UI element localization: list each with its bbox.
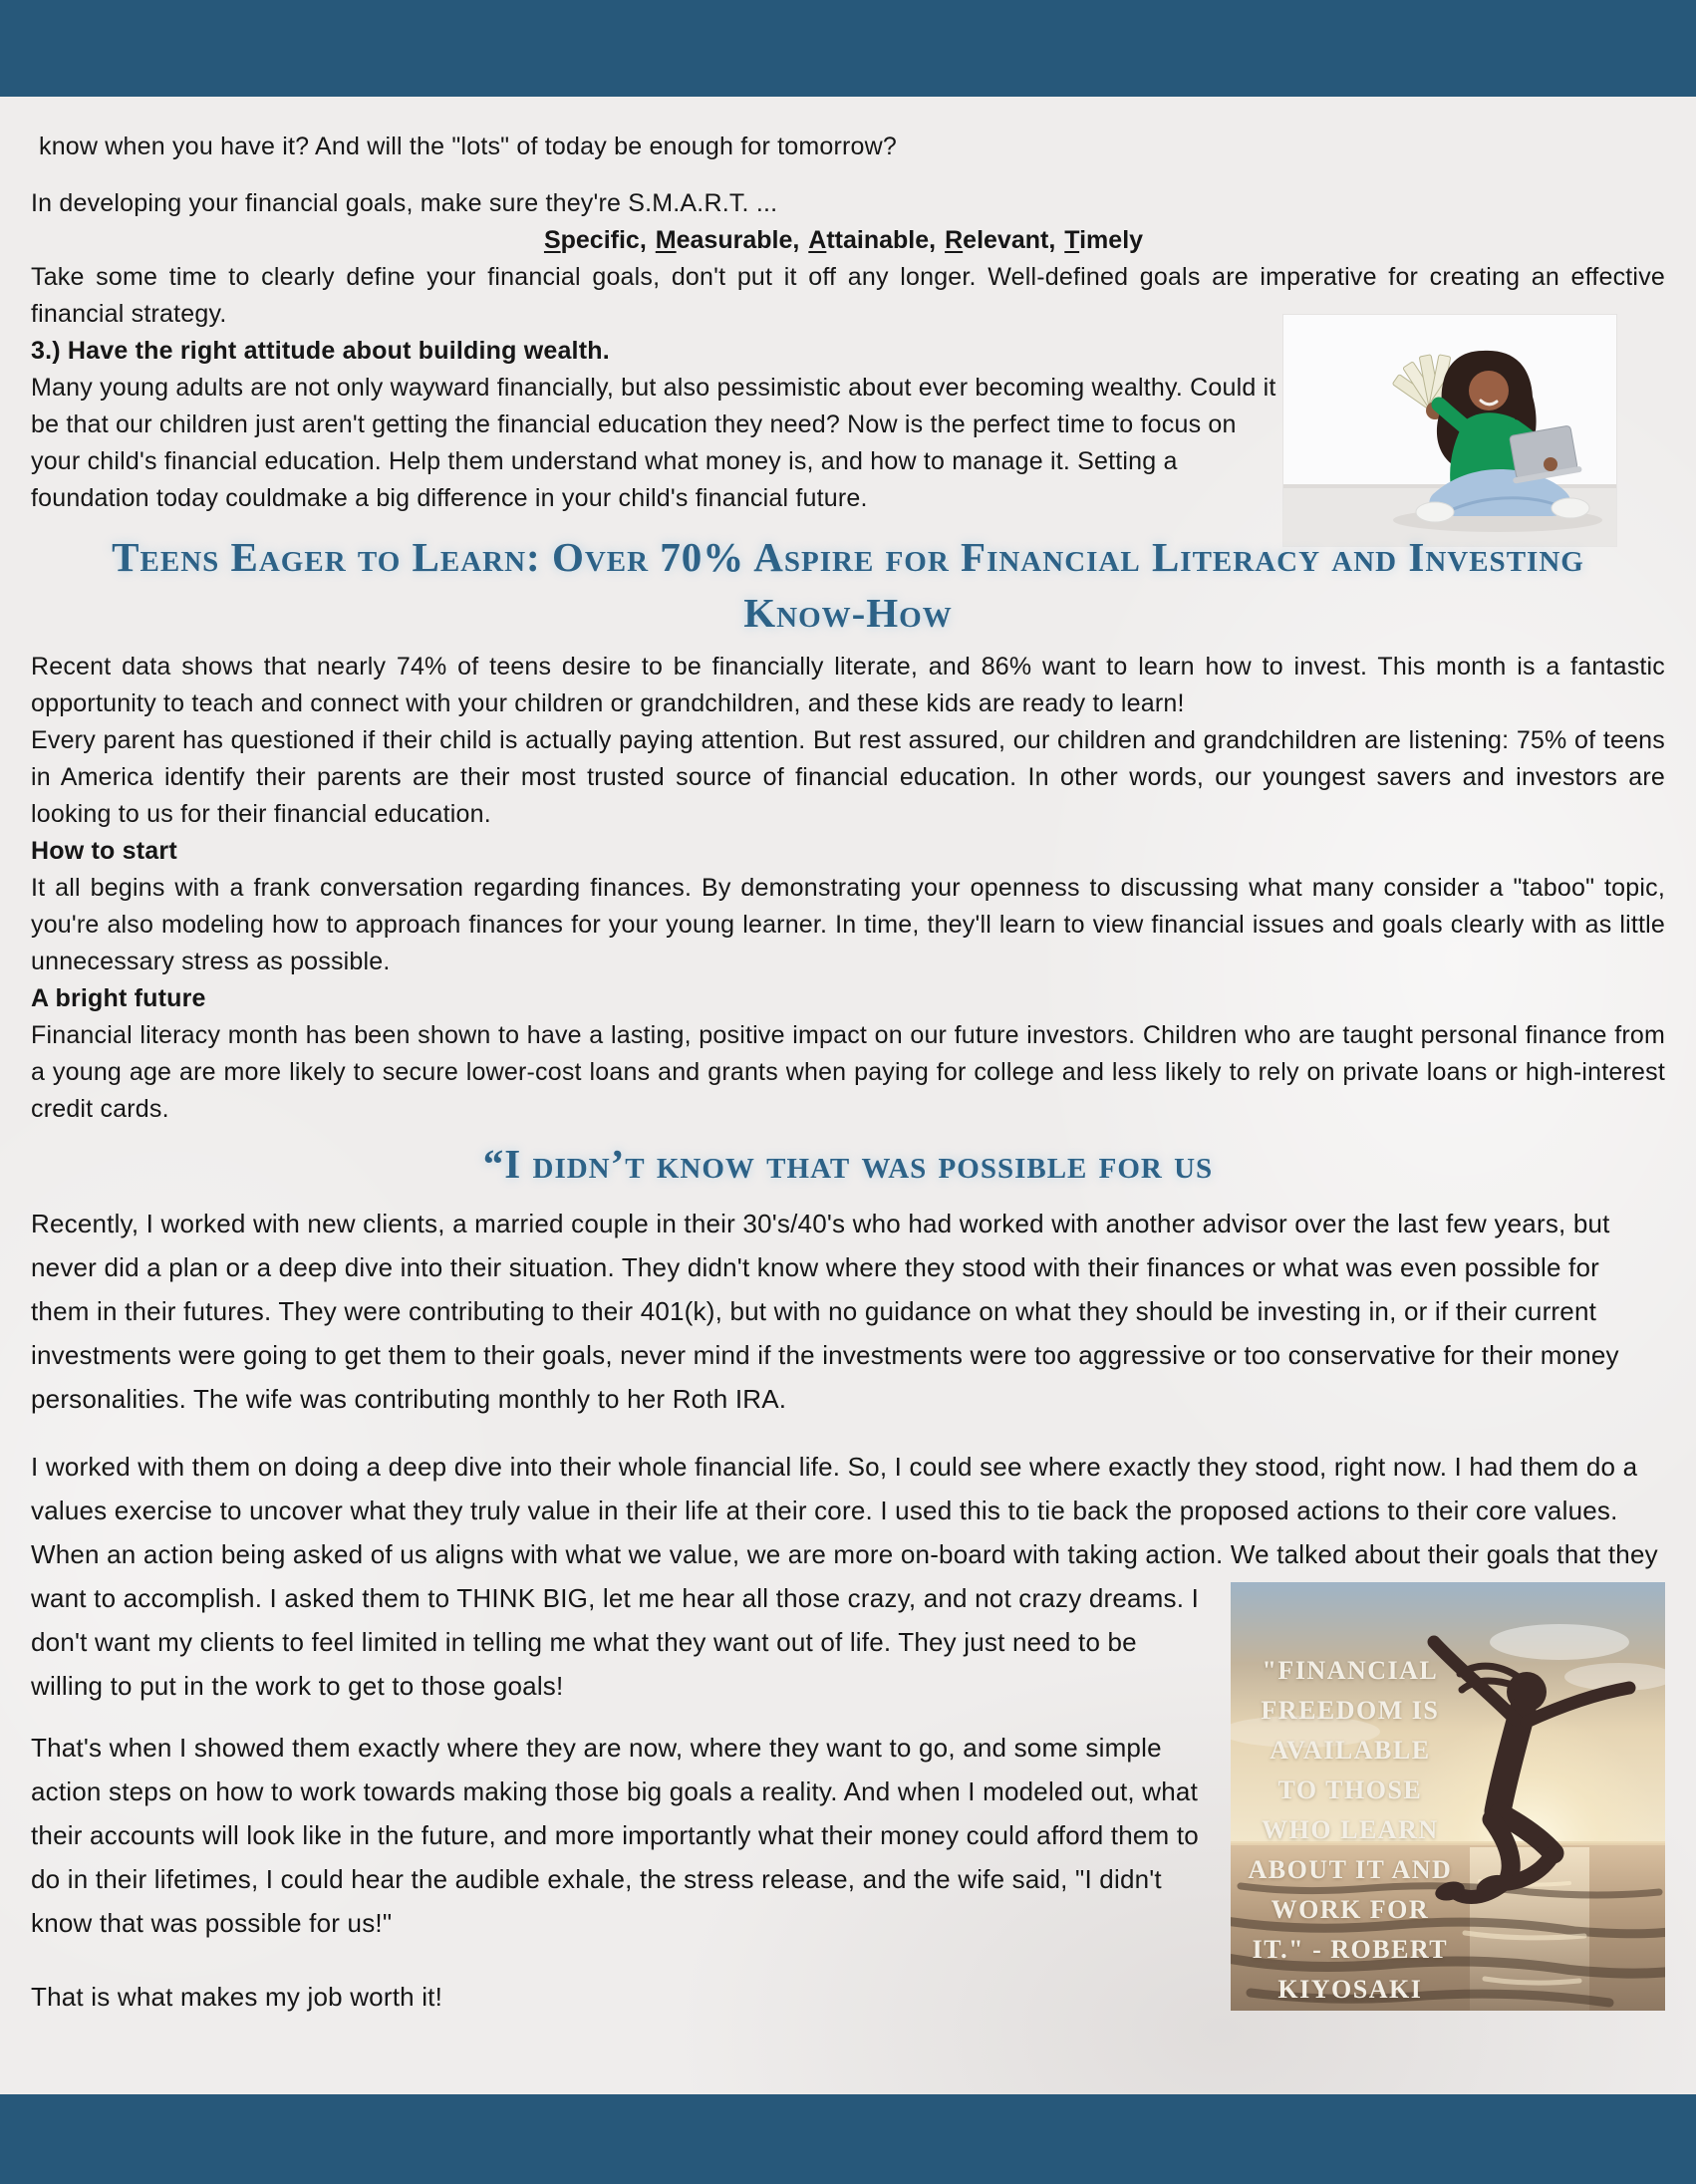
teens-section-heading bbox=[31, 529, 1665, 641]
smart-intro-line: In developing your financial goals, make sure they're S.M.A.R.T. ... bbox=[31, 189, 778, 217]
bottom-blue-bar bbox=[0, 2094, 1696, 2184]
client-story bbox=[31, 1202, 1665, 2019]
bright-future-heading: A bright future bbox=[31, 984, 206, 1012]
page-content bbox=[0, 97, 1696, 2019]
story-closing-line: That is what makes my job worth it! bbox=[31, 1982, 443, 2012]
smart-acronym-line bbox=[31, 222, 1665, 259]
teens-heading-line1: Teens Eager to Learn: Over 70% Aspire for Financial Literacy and Investing bbox=[112, 534, 1584, 580]
smart-word: Attainable, bbox=[808, 226, 937, 254]
attitude-heading: 3.) Have the right attitude about building wealth. bbox=[31, 337, 610, 365]
smart-word: Measurable, bbox=[655, 226, 800, 254]
intro-question-line: know when you have it? And will the "lots" of today be enough for tomorrow? bbox=[39, 133, 898, 160]
financial-freedom-quote-photo bbox=[1231, 1582, 1665, 2011]
story-paragraph-2-text-b: and not crazy dreams. I don't want my clients to feel limited in telling me what they want out of life. They just need to be willing to put in the work to get to those goals! bbox=[31, 1583, 1199, 1701]
story-paragraph-2-text-a: I worked with them on doing a deep dive into their whole financial life. So, I could see where exactly they stood, right now. I had them do a values exercise to uncover what they truly value in their life at their core. I used this to tie back the proposed actions to their core values. When an action being asked of us aligns with what we value, we are more on-board with taking action. We talked about their goals that they want to accomplish. I asked them to THINK BIG, let me hear all those crazy, bbox=[31, 1452, 1658, 1613]
attitude-paragraph: Many young adults are not only wayward financially, but also pessimistic about ever becoming wealthy. Could it be that our children just aren't getting the financial education they need? Now is the perfect time to focus on your child's financial education. Help them understand what money is, and how to manage it. Setting a foundation today couldmake a big difference in your child's financial future. bbox=[31, 374, 1276, 512]
bright-future-paragraph: Financial literacy month has been shown to have a lasting, positive impact on our future investors. Children who are taught personal finance from a young age are more likely to secure lower-cost loans and grants when paying for college and less likely to rely on private loans or high-interest credit cards. bbox=[31, 1021, 1665, 1123]
take-time-paragraph: Take some time to clearly define your financial goals, don't put it off any longer. Well-defined goals are imperative for creating an effective financial strategy. bbox=[31, 263, 1665, 328]
how-to-start-heading: How to start bbox=[31, 837, 177, 865]
story-paragraph-3: That's when I showed them exactly where they are now, where they want to go, and some simple action steps on how to work towards making those big goals a reality. And when I modeled out, what their accounts will look like in the future, and more importantly what their money could afford them to do in their lifetimes, I could hear the audible exhale, the stress release, and the wife said, "I didn't know that was possible for us!" bbox=[31, 1733, 1199, 1938]
how-to-start-paragraph: It all begins with a frank conversation regarding finances. By demonstrating your openness to discussing what many consider a "taboo" topic, you're also modeling how to approach finances for your young learner. In time, they'll learn to view financial issues and goals clearly with as little unnecessary stress as possible. bbox=[31, 874, 1665, 975]
teens-paragraph-2: Every parent has questioned if their child is actually paying attention. But rest assured, our children and grandchildren are listening: 75% of teens in America identify their parents are their most trusted source of financial education. In other words, our youngest savers and investors are looking to us for their financial education. bbox=[31, 726, 1665, 828]
smart-word: Specific, bbox=[543, 226, 647, 254]
smart-word: Relevant, bbox=[945, 226, 1056, 254]
story-paragraph-1: Recently, I worked with new clients, a married couple in their 30's/40's who had worked with another advisor over the last few years, but never did a plan or a deep dive into their situation. They didn't know where they stood with their finances or what was even possible for them in their futures. They were contributing to their 401(k), but with no guidance on what they should be investing in, or if their current investments were going to get them to their goals, never mind if the investments were too aggressive or too conservative for their money personalities. The wife was contributing monthly to her Roth IRA. bbox=[31, 1209, 1619, 1414]
top-blue-bar bbox=[0, 0, 1696, 97]
teens-paragraph-1: Recent data shows that nearly 74% of teens desire to be financially literate, and 86% want to learn how to invest. This month is a fantastic opportunity to teach and connect with your children or grandchildren, and these kids are ready to learn! bbox=[31, 653, 1665, 717]
smart-word: Timely bbox=[1064, 226, 1144, 254]
teens-heading-line2: Know-How bbox=[743, 590, 953, 636]
financial-freedom-quote-text: "FINANCIAL FREEDOM IS AVAILABLE TO THOSE WHO LEARN ABOUT IT AND WORK FOR IT." - ROBERT KIYOSAKI bbox=[1248, 1655, 1453, 2004]
story-section-heading: “I didn’t know that was possible for us bbox=[482, 1141, 1214, 1187]
